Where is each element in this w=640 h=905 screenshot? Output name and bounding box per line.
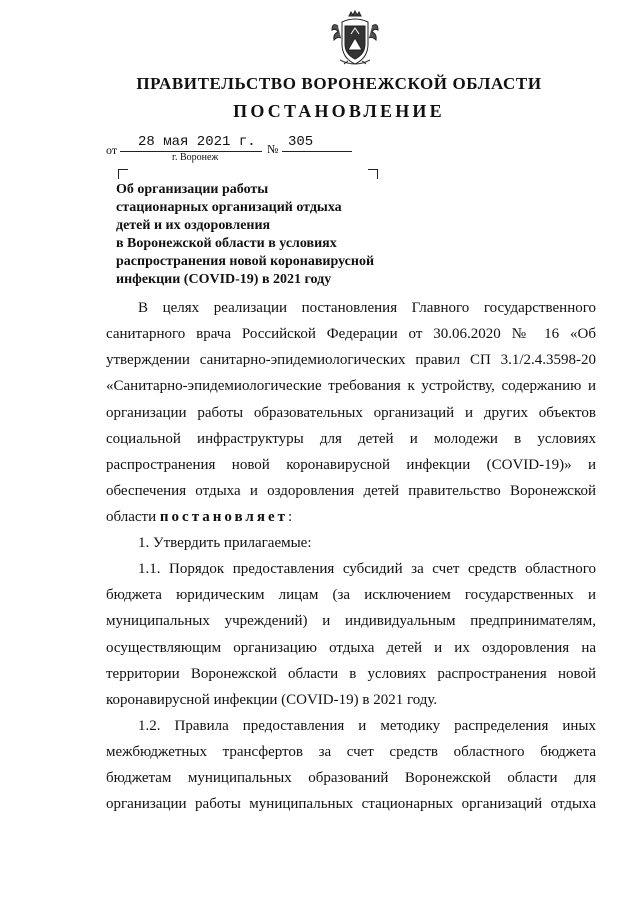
document-heading	[116, 181, 406, 289]
item-1-1-line: бюджета юридическим лицам (за исключением государственных и	[106, 587, 596, 603]
body-line: «Санитарно-эпидемиологические требования к устройству, содержанию и	[106, 378, 596, 394]
city-name: г. Воронеж	[172, 152, 219, 163]
item-1-1-line: территории Воронежской области в условиях распространения новой	[106, 666, 596, 682]
body-line: распространения новой коронавирусной инфекции (COVID-19)» и	[106, 457, 596, 473]
coat-of-arms-emblem	[330, 10, 380, 68]
body-line: утверждении санитарно-эпидемиологических правил СП 3.1/2.4.3598-20	[106, 352, 596, 368]
heading-line: в Воронежской области в условиях	[116, 236, 337, 251]
body-line: организации работы образовательных организаций и других объектов	[106, 405, 596, 421]
decree-line	[106, 509, 596, 526]
heading-line: инфекции (COVID-19) в 2021 году	[116, 272, 332, 287]
item-1-1-line: коронавирусной инфекции (COVID-19) в 2021 году.	[106, 692, 438, 708]
body-line: обеспечения отдыха и оздоровления детей правительство Воронежской	[106, 483, 596, 499]
date-prefix: от	[106, 143, 118, 157]
number-prefix: №	[267, 142, 279, 156]
item-1: 1. Утвердить прилагаемые:	[138, 535, 312, 551]
item-1-1-line: 1.1. Порядок предоставления субсидий за счет средств областного	[138, 561, 596, 577]
heading-line: распространения новой коронавирусной	[116, 254, 375, 269]
decree-suffix: :	[288, 509, 293, 525]
item-1-2-line: организации работы муниципальных стационарных организаций отдыха	[106, 796, 596, 812]
corner-bracket-left	[118, 169, 128, 179]
item-1-1-line: муниципальных учреждений) и индивидуальным предпринимателям,	[106, 613, 596, 629]
document-date: 28 мая 2021 г.	[138, 134, 256, 150]
heading-line: Об организации работы	[116, 182, 269, 197]
heading-line: детей и их оздоровления	[116, 218, 271, 233]
item-1-1-line: осуществляющим организацию отдыха детей и их оздоровления на	[106, 640, 596, 656]
heading-line: стационарных организаций отдыха	[116, 200, 342, 215]
item-1-2-line: межбюджетных трансфертов за счет средств областного бюджета	[106, 744, 596, 760]
document-number: 305	[288, 134, 314, 150]
decree-word: постановляет	[159, 509, 288, 525]
body-line: санитарного врача Российской Федерации от 30.06.2020 № 16 «Об	[106, 326, 596, 342]
decree-prefix: области	[106, 509, 157, 525]
government-name: ПРАВИТЕЛЬСТВО ВОРОНЕЖСКОЙ ОБЛАСТИ	[136, 74, 542, 93]
body-line: В целях реализации постановления Главного государственного	[138, 300, 596, 316]
item-1-2-line: 1.2. Правила предоставления и методику распределения иных	[138, 718, 596, 734]
corner-bracket-right	[368, 169, 378, 179]
number-underline	[282, 151, 352, 152]
item-1-2-line: бюджетам муниципальных образований Воронежской области для	[106, 770, 596, 786]
body-line: социальной инфраструктуры для детей и молодежи в условиях	[106, 431, 596, 447]
document-type: ПОСТАНОВЛЕНИЕ	[233, 101, 445, 121]
